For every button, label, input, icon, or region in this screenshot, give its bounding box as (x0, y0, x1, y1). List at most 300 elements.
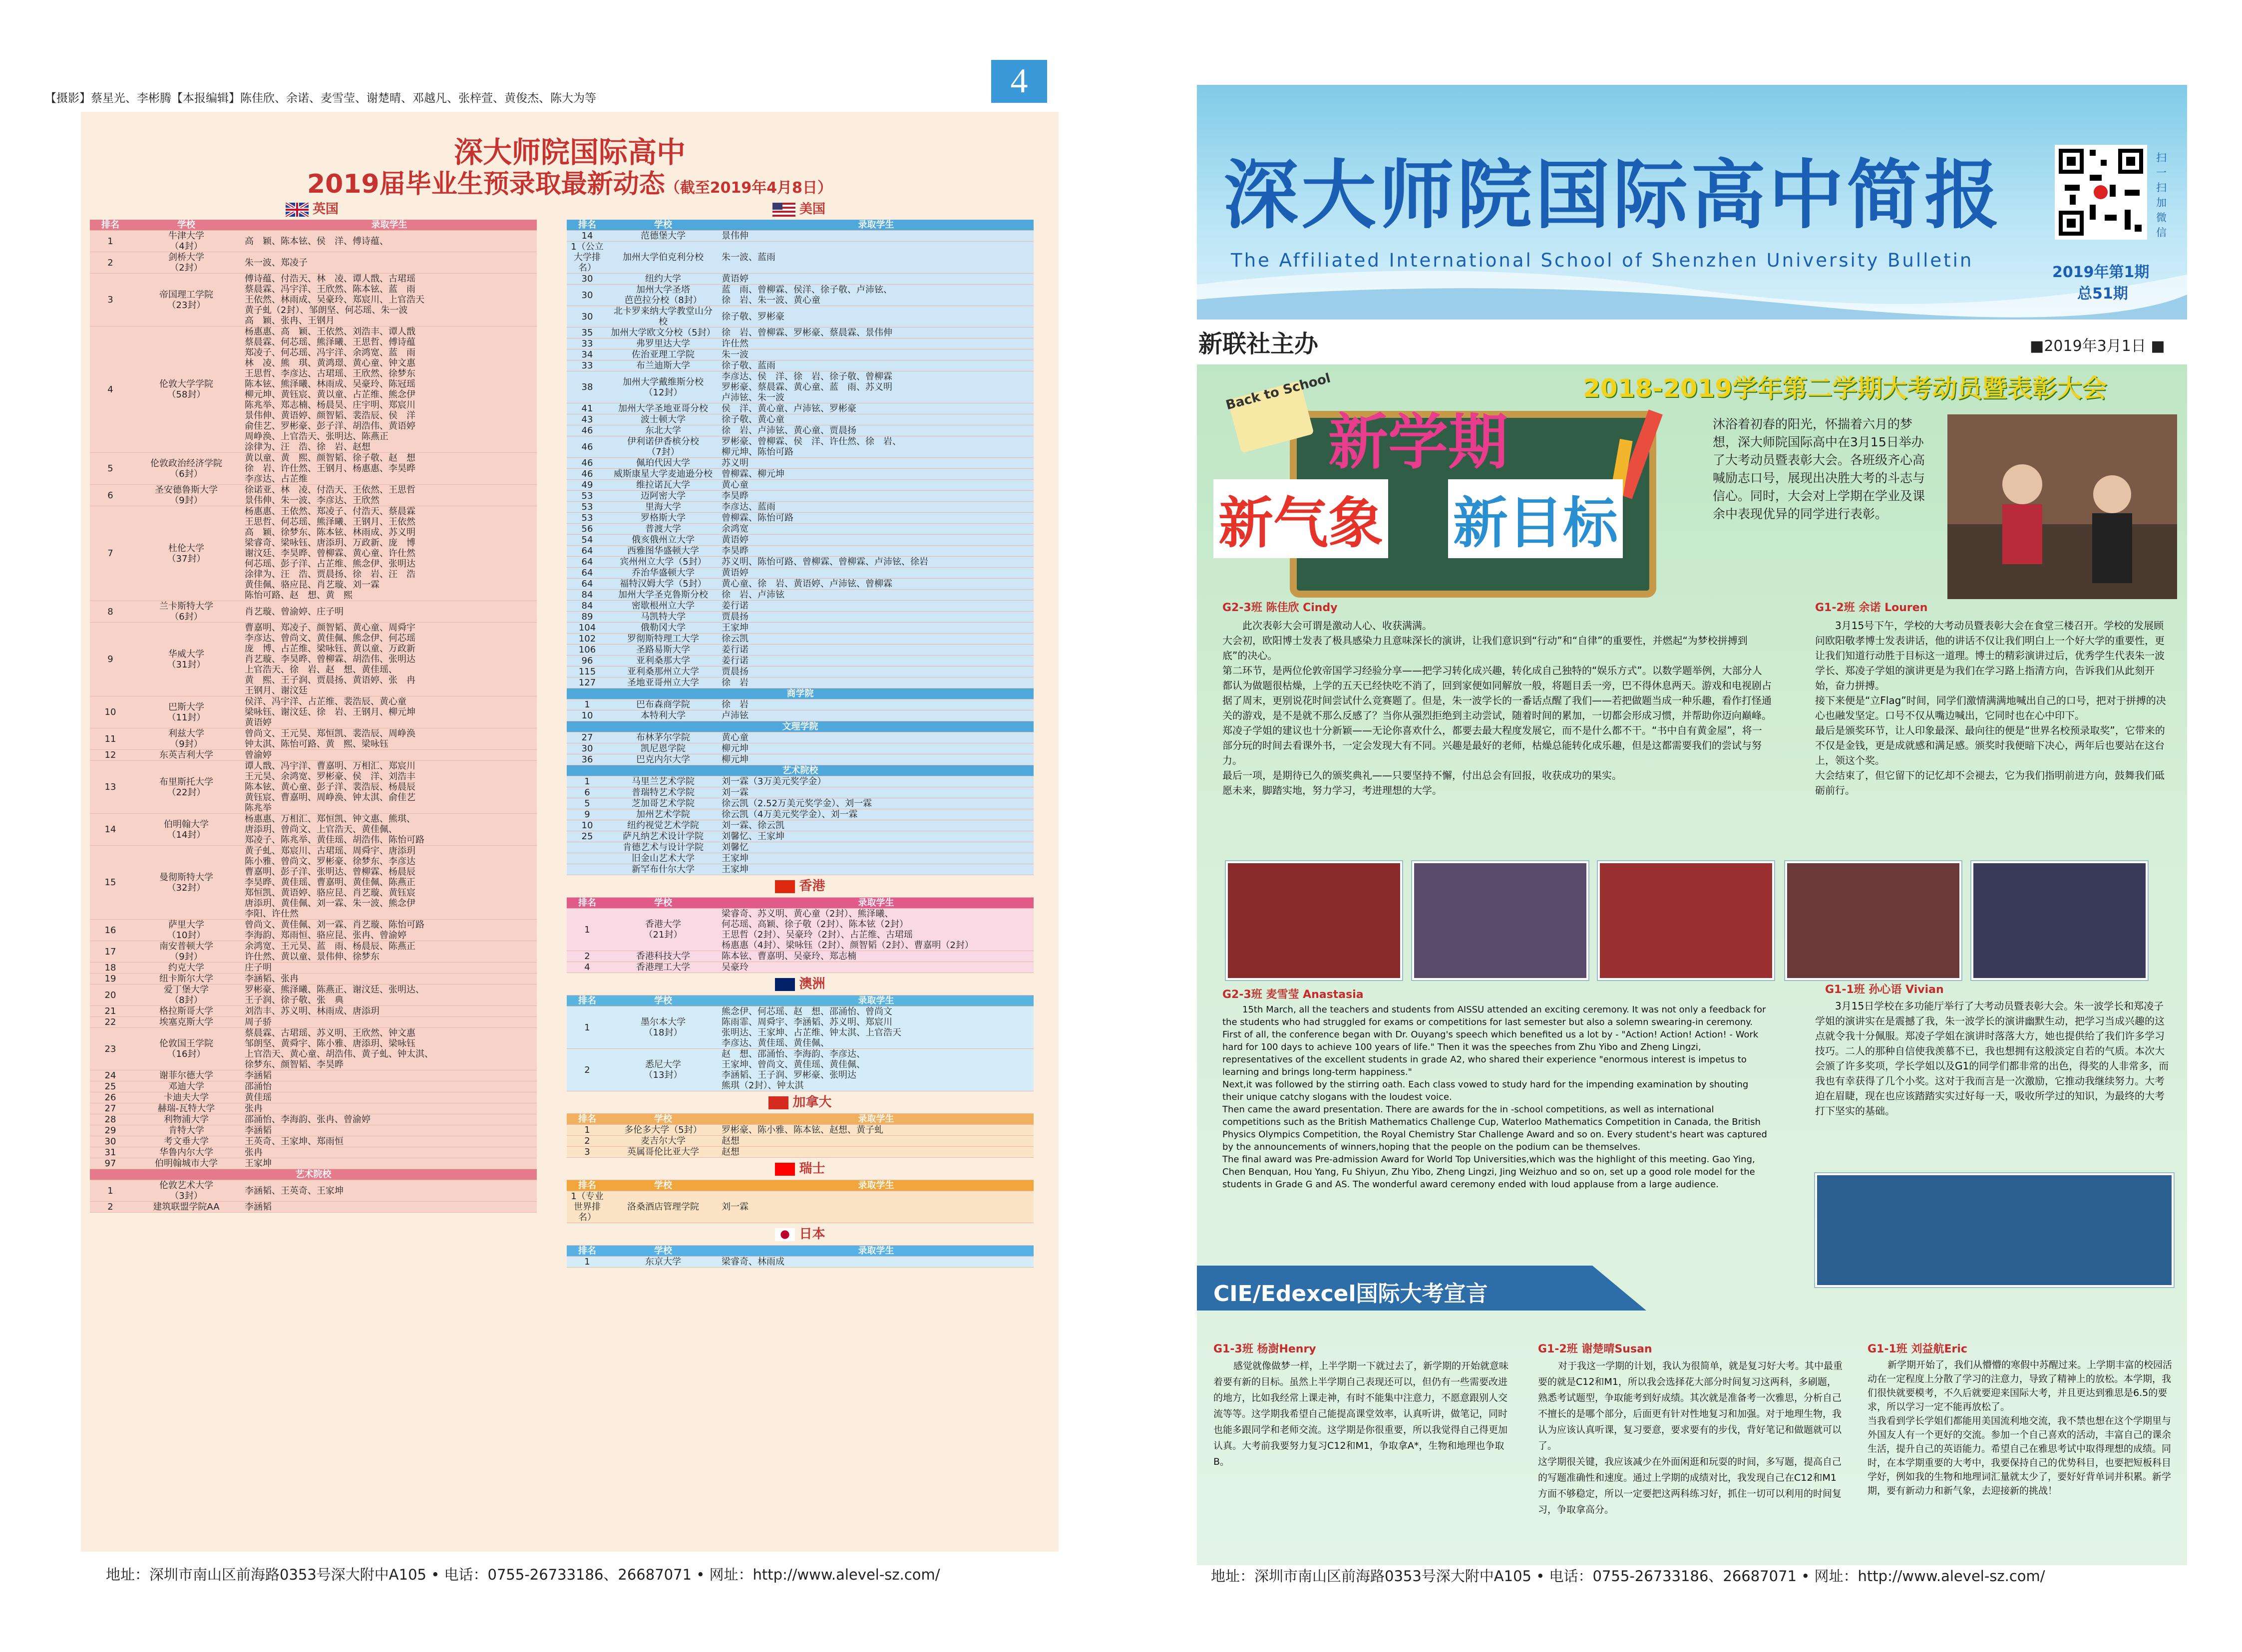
blackboard-line2a: 新气象 (1213, 479, 1388, 558)
uk-art-subsection-title: 艺术院校 (90, 1169, 537, 1180)
us-art-subsection-row (567, 765, 1034, 776)
school-cell: 纽约大学 (608, 274, 719, 285)
event-photo-4 (1785, 861, 1961, 980)
rank-cell: 2 (90, 1202, 131, 1213)
students-cell: 苏义明 (719, 458, 1034, 469)
school-cell: 肯德艺术与设计学院 (608, 842, 719, 853)
school-cell: 圣地亚哥州立大学 (608, 677, 719, 688)
rank-cell: 30 (567, 306, 608, 328)
students-cell: 景伟伸 (719, 231, 1034, 242)
school-cell: 凯尼恩学院 (608, 743, 719, 754)
us-table-row (567, 231, 1034, 242)
masthead-title: 深大师院国际高中简报 (1223, 151, 2003, 239)
students-cell: 庄子明 (242, 963, 537, 974)
school-cell: 格拉斯哥大学 (131, 1006, 242, 1017)
us-biz-subsection-title: 商学院 (567, 688, 1034, 699)
uk-table-row (90, 1006, 537, 1017)
rank-cell: 2 (567, 1049, 608, 1091)
rank-cell: 10 (567, 710, 608, 721)
uk-table-row (90, 252, 537, 274)
school-cell: 肯特大学 (131, 1125, 242, 1136)
school-cell: 亚利桑那大学 (608, 656, 719, 666)
declaration2-byline: G1-2班 谢楚晴Susan (1538, 1343, 1652, 1355)
jp-table-row (567, 1257, 1034, 1268)
ch-flag-icon (775, 1163, 795, 1176)
uk-table-row (90, 623, 537, 696)
school-cell: 福特汉姆大学（5封） (608, 579, 719, 590)
event-photo-6 (1815, 1173, 2174, 1287)
school-cell: 布林茅尔学院 (608, 732, 719, 743)
school-cell: 华威大学 （31封） (131, 623, 242, 696)
issue-date: ■2019年3月1日 ■ (2030, 337, 2165, 355)
us-biz-subsection-row (567, 688, 1034, 699)
rank-cell: 64 (567, 579, 608, 590)
uk-table-row (90, 601, 537, 623)
uk-art-table-row (90, 1202, 537, 1213)
rank-cell: 20 (90, 985, 131, 1006)
rank-cell: 1 (90, 1180, 131, 1202)
us-table-row (567, 557, 1034, 568)
event-title: 2018-2019学年第二学期大考动员暨表彰大会 (1583, 374, 2107, 403)
header-rank: 排名 (567, 1114, 608, 1125)
rank-cell: 30 (567, 743, 608, 754)
uk-flag-shape (286, 203, 309, 217)
issue-total: 总51期 (2077, 285, 2128, 303)
event-photo-1 (1226, 861, 1402, 980)
rank-cell: 4 (90, 327, 131, 453)
rank-cell: 1 (567, 776, 608, 787)
uk-table-row (90, 485, 537, 506)
rank-cell: 33 (567, 360, 608, 371)
us-lib-table-row (567, 754, 1034, 765)
students-cell: 高 颖、陈本铉、侯 洋、傅诗蕴、 (242, 231, 537, 252)
students-cell: 柳元坤 (719, 743, 1034, 754)
header-students: 录取学生 (719, 995, 1034, 1006)
students-cell: 曾渝婷 (242, 750, 537, 761)
students-cell: 李涵韬 (242, 1125, 537, 1136)
rank-cell: 84 (567, 590, 608, 601)
hk-table-row (567, 962, 1034, 973)
article3-body: 15th March, all the teachers and students from AISSU attended an exciting ceremony. It was not only a feedback for the students who had struggled for exams or competitions for last semester but also a solemn swearing-in ceremony. First of all, the conference began with Dr. Ouyang's speech which benefited us a lot by - "Action! Action! Action! - Work hard for 100 days to achieve 100 years of life." Then it was the speeches from Zhu Yibo and Zheng Lingzi, representatives of the excellent students in grade A2, who shared their experience "enormous interest is impetus to learning and brings long-term happiness." Next,it was followed by the stirring oath. Each class vowed to study hard for the impending examination by shouting their unique catchy slogans with the loudest voice. Then came the award presentation. There are awards for the in -school competitions, as well as international competitions such as the British Mathematics Challenge Cup, Waterloo Mathematics Competition in Canada, the British Physics Olympics Competition, the Royal Chemistry Star Challenge Award and so on. Every student's heart was captured by the announcements of winners,hoping that the people on the podium can be themselves. The final award was Pre-admission Award for World Top Universities,which was the highlight of this meeting. Gao Ying, Chen Benquan, Hou Yang, Fu Shiyun, Zhu Yibo, Zheng Lingzi, Jing Weizhuo and so on, set up a good role model for the students in Grade G and AS. The wonderful award ceremony ended with loud applause from a large audience. (1222, 1004, 1767, 1190)
rank-cell: 1 (567, 1257, 608, 1268)
header-school: 学校 (608, 1246, 719, 1257)
us-table-row (567, 328, 1034, 338)
ca-table-row (567, 1125, 1034, 1136)
school-cell: 维拉诺瓦大学 (608, 480, 719, 491)
ca-country-row (567, 1091, 1034, 1114)
school-cell: 加州大学圣地亚哥分校 (608, 403, 719, 414)
rank-cell: 104 (567, 623, 608, 634)
school-cell: 普渡大学 (608, 524, 719, 535)
ca-country-name: 加拿大 (792, 1095, 832, 1110)
students-cell: 柳元坤 (719, 754, 1034, 765)
school-cell: 马里兰艺术学院 (608, 776, 719, 787)
school-cell: 纽卡斯尔大学 (131, 974, 242, 985)
uk-table-row (90, 696, 537, 728)
hk-flag-icon (775, 880, 795, 893)
us-table-row (567, 242, 1034, 274)
rank-cell: 23 (90, 1028, 131, 1070)
us-table-row (567, 666, 1034, 677)
rank-cell: 1 (567, 1006, 608, 1049)
rank-cell: 25 (90, 1081, 131, 1092)
rank-cell: 14 (90, 814, 131, 846)
school-cell: 洛桑酒店管理学院 (608, 1191, 719, 1223)
rank-cell: 30 (567, 274, 608, 285)
ca-flag-icon (768, 1096, 788, 1109)
school-cell: 本特利大学 (608, 710, 719, 721)
school-cell: 加州大学戴维斯分校 （12封） (608, 371, 719, 403)
students-cell: 赵想 (719, 1136, 1034, 1147)
header-students: 录取学生 (719, 1180, 1034, 1191)
rank-cell: 64 (567, 568, 608, 579)
rank-cell: 1（专业世界排名） (567, 1191, 608, 1223)
uk-table-row (90, 1136, 537, 1147)
school-cell: 俄亥俄州立大学 (608, 535, 719, 546)
us-table-row (567, 513, 1034, 524)
school-cell: 利兹大学 （9封） (131, 728, 242, 750)
rank-cell: 53 (567, 513, 608, 524)
us-table-row (567, 360, 1034, 371)
admissions-title (81, 163, 1059, 200)
blackboard-line2b: 新目标 (1448, 479, 1623, 558)
students-cell: 曹嘉明、郑凌子、颜智韬、黄心童、周舜宇 李彦达、曾尚文、黄佳佩、熊念伊、何芯瑶 庞 博、占芷维、梁咏钰、黄以童、万政新 肖艺璇、李昊晔、曾柳霖、胡浩伟、张明达 上官浩天、徐 岩、赵 想、黄佳瑶、 黄 熙、王子润、贾晨扬、黄语婷、张 冉 王钢月、谢汶廷 (242, 623, 537, 696)
au-country-row (567, 973, 1034, 995)
students-cell: 徐云凯（4万美元奖学金）、刘一霖 (719, 809, 1034, 820)
us-table-row (567, 458, 1034, 469)
school-cell: 马凯特大学 (608, 612, 719, 623)
students-cell: 朱一波、蓝雨 (719, 242, 1034, 274)
students-cell: 侯洋、冯宇洋、占芷维、裴浩辰、黄心童 梁咏钰、谢汶廷、徐 岩、王钢月、柳元坤 黄语婷 (242, 696, 537, 728)
students-cell: 黄语婷 (719, 274, 1034, 285)
students-cell: 李涵韬 (242, 1070, 537, 1081)
left-footer: 地址：深圳市南山区前海路0353号深大附中A105 • 电话：0755-26733186、26687071 • 网址：http://www.alevel-sz.com/ (106, 1566, 940, 1583)
students-cell: 苏义明、陈怡可路、曾柳霖、曾柳霖、卢沛铉、徐岩 (719, 557, 1034, 568)
us-table-row (567, 349, 1034, 360)
rank-cell: 41 (567, 403, 608, 414)
rank-cell: 31 (90, 1147, 131, 1158)
students-cell: 许仕然 (719, 338, 1034, 349)
rank-cell: 127 (567, 677, 608, 688)
qr-caption: 扫一扫 加微信 (2156, 152, 2167, 239)
school-cell: 佩珀代因大学 (608, 458, 719, 469)
school-cell: 兰卡斯特大学 （6封） (131, 601, 242, 623)
school-cell: 香港理工大学 (608, 962, 719, 973)
school-cell: 赫瑞-瓦特大学 (131, 1103, 242, 1114)
uk-flag-icon (286, 203, 309, 217)
uk-table-row (90, 846, 537, 920)
jp-flag-icon (775, 1228, 795, 1241)
rank-cell: 9 (90, 623, 131, 696)
rank-cell: 96 (567, 656, 608, 666)
declaration1-byline: G1-3班 杨澍Henry (1213, 1343, 1316, 1355)
school-cell: 帝国理工学院 （23封） (131, 274, 242, 327)
us-table-row (567, 546, 1034, 557)
rank-cell (567, 864, 608, 875)
school-cell: 旧金山艺术大学 (608, 853, 719, 864)
uk-table-row (90, 1158, 537, 1169)
ch-country-name: 瑞士 (799, 1161, 825, 1176)
uk-art-subsection-row (90, 1169, 537, 1180)
school-cell: 巴布森商学院 (608, 699, 719, 710)
uk-table-row (90, 1103, 537, 1114)
school-cell: 爱丁堡大学 （8封） (131, 985, 242, 1006)
school-cell: 东北大学 (608, 425, 719, 436)
students-cell: 姜行诺 (719, 656, 1034, 666)
rank-cell: 13 (90, 761, 131, 814)
uk-table-row (90, 1028, 537, 1070)
rank-cell: 36 (567, 754, 608, 765)
header-rank: 排名 (567, 995, 608, 1006)
school-cell: 纽约视觉艺术学院 (608, 820, 719, 831)
students-cell: 曾尚文、黄佳佩、刘一霖、肖艺璇、陈怡可路 李海韵、郑雨恒、骆应昆、张冉、曾渝婷 (242, 920, 537, 941)
rank-cell: 33 (567, 338, 608, 349)
students-cell: 刘一霖 (719, 1191, 1034, 1223)
us-lib-table-row (567, 732, 1034, 743)
students-cell: 徐云凯（2.52万美元奖学金）、刘一霖 (719, 798, 1034, 809)
rank-cell: 56 (567, 524, 608, 535)
ca-table-row (567, 1136, 1034, 1147)
rank-cell: 1（公立大学排名） (567, 242, 608, 274)
school-cell: 伯明翰大学 （14封） (131, 814, 242, 846)
header-school: 学校 (608, 1180, 719, 1191)
rank-cell: 35 (567, 328, 608, 338)
ca-table-row (567, 1147, 1034, 1158)
header-rank: 排名 (567, 1180, 608, 1191)
us-biz-table-row (567, 699, 1034, 710)
school-cell: 加州艺术学院 (608, 809, 719, 820)
uk-table-row (90, 941, 537, 963)
rank-cell: 54 (567, 535, 608, 546)
rank-cell: 30 (90, 1136, 131, 1147)
students-cell: 黄心童、徐 岩、黄语婷、卢沛铉、曾柳霖 (719, 579, 1034, 590)
students-cell: 李涵韬 (242, 1202, 537, 1213)
school-cell: 萨凡纳艺术设计学院 (608, 831, 719, 842)
uk-table-row (90, 231, 537, 252)
school-cell: 悉尼大学 （13封） (608, 1049, 719, 1091)
article2-body: 3月15号下午，学校的大考动员暨表彰大会在食堂三楼召开。学校的发展顾问欧阳敬孝博士发表讲话，他的讲话不仅让我们明白上一个好大学的重要性，更让我们知道行动胜于目标这一道理。博士的精彩演讲过后，优秀学生代表朱一波学长、郑凌子学姐的演讲更是为我们在学习路上指清方向，告诉我们从此刻开始，奋力拼搏。 接下来便是“立Flag”时间，同学们激情满满地喊出自己的口号，把对于拼搏的决心也融发坚定。口号不仅从嘴边喊出，它同时也在心中印下。 最后是颁奖环节，让人印象最深、最向往的便是“世界名校预录取奖”，它带来的不仅是金钱，更是成就感和满足感。颁奖时我便暗下决心，两年后也要站在这台上，领这个奖。 大会结束了，但它留下的记忆却不会褪去，它为我们指明前进方向，鼓舞我们砥砺前行。 (1815, 620, 2166, 796)
uk-table-header (90, 220, 537, 231)
us-table-row (567, 645, 1034, 656)
credits-line: 【摄影】蔡星光、李彬腾【本报编辑】陈佳欣、余诺、麦雪莹、谢楚晴、邓越凡、张梓萱、黄俊杰、陈大为等 (45, 92, 596, 105)
header-students: 录取学生 (719, 1114, 1034, 1125)
students-cell: 张冉 (242, 1147, 537, 1158)
students-cell: 刘一霖 (719, 787, 1034, 798)
students-cell: 徐子敬、蓝雨 (719, 360, 1034, 371)
us-table-row (567, 306, 1034, 328)
sponsor-label: 新联社主办 (1198, 330, 1319, 358)
rank-cell: 53 (567, 491, 608, 502)
us-art-table-row (567, 853, 1034, 864)
students-cell: 李涵韬、张冉 (242, 974, 537, 985)
school-cell: 剑桥大学 （2封） (131, 252, 242, 274)
qr-code-icon (2055, 145, 2147, 240)
us-table-row (567, 612, 1034, 623)
school-cell: 英属哥伦比亚大学 (608, 1147, 719, 1158)
au-flag-icon (775, 978, 795, 991)
school-cell: 东京大学 (608, 1257, 719, 1268)
students-cell: 黄语婷 (719, 535, 1034, 546)
au-country-name: 澳洲 (799, 977, 825, 991)
school-cell: 麦吉尔大学 (608, 1136, 719, 1147)
hk-country-row (567, 875, 1034, 898)
rank-cell: 14 (567, 231, 608, 242)
students-cell: 李涵韬、王英奇、王家坤 (242, 1180, 537, 1202)
rank-cell: 3 (567, 1147, 608, 1158)
header-school: 学校 (131, 220, 242, 231)
issue-number: 2019年第1期 (2052, 264, 2150, 281)
students-cell: 梁睿奇、苏义明、黄心童（2封）、熊泽曦、 何芯瑶、高颖、徐子敬（2封）、陈本铉（2封） 王思哲（2封）、吴豪玲（2封）、占芷维、古珺瑶 杨惠惠（4封）、梁咏钰（2封）、颜智韬（2封）、曹嘉明（2封） (719, 909, 1034, 951)
school-cell: 普瑞特艺术学院 (608, 787, 719, 798)
rank-cell: 4 (567, 962, 608, 973)
uk-table-row (90, 750, 537, 761)
students-cell: 朱一波 (719, 349, 1034, 360)
declaration1-body: 感觉就像做梦一样，上半学期一下就过去了，新学期的开始就意味着要有新的目标。虽然上半学期自己表现还可以，但仍有一些需要改进的地方，比如我经常上课走神，有时不能集中注意力，不愿意跟别人交流等等。这学期我希望自己能提高课堂效率，认真听讲，做笔记，同时也能多跟同学和老师交流。这学期是你很重要，所以我觉得自己得更加认真。大考前我要努力复习C12和M1，争取拿A*，生物和地理也争取B。 (1213, 1360, 1509, 1467)
school-cell: 俄勒冈大学 (608, 623, 719, 634)
rank-cell: 21 (90, 1006, 131, 1017)
rank-cell: 46 (567, 458, 608, 469)
students-cell: 贾晨扬 (719, 666, 1034, 677)
school-cell: 建筑联盟学院AA (131, 1202, 242, 1213)
rank-cell: 11 (90, 728, 131, 750)
us-table-row (567, 535, 1034, 546)
rank-cell: 64 (567, 546, 608, 557)
school-cell: 宾州州立大学（5封） (608, 557, 719, 568)
us-section-title (567, 199, 1031, 217)
us-table-row (567, 425, 1034, 436)
rank-cell: 84 (567, 601, 608, 612)
declaration3-body: 新学期开始了，我们从懵懵的寒假中苏醒过来。上学期丰富的校园活动在一定程度上分散了学习的注意力，导致了精神上的放松。本学期，我们很快就要模考，不久后就要迎来国际大考，并且更达到雅思是6.5的要求，所以学习一定不能再放松了。 当我看到学长学姐们都能用美国流利地交流，我不禁也想在这个学期里与外国友人有一个更好的交流。参加一个自己喜欢的活动，丰富自己的课余生活，提升自己的英语能力。希望自己在雅思考试中取得理想的成绩。同时，在本学期重要的大考中，我要保持自己的优势科目，也要把短板科目学好，例如我的生物和地理词汇量就太少了，要好好背单词并积累。新学期，要有新动力和新气象，去迎接新的挑战！ (1868, 1359, 2173, 1496)
hk-table-row (567, 951, 1034, 962)
students-cell: 熊念伊、何芯瑶、赵 想、邵涌怡、曾尚文 陈雨霏、周舜宇、李涵韬、苏义明、郑宸川 张明达、王家坤、占芷维、钟太淇、上官浩天 李彦达、黄佳瑶、黄佳佩、 (719, 1006, 1034, 1049)
school-cell: 伦敦艺术大学 （3封） (131, 1180, 242, 1202)
uk-table-row (90, 985, 537, 1006)
us-art-table-row (567, 820, 1034, 831)
students-cell: 罗彬豪、熊泽曦、陈燕正、谢汶廷、张明达、 王子润、徐子敬、张 典 (242, 985, 537, 1006)
header-students: 录取学生 (719, 1246, 1034, 1257)
school-cell: 圣路易斯大学 (608, 645, 719, 656)
students-cell: 刘馨忆 (719, 842, 1034, 853)
rank-cell: 29 (90, 1125, 131, 1136)
uk-table-row (90, 1147, 537, 1158)
us-table-row (567, 491, 1034, 502)
us-art-table-row (567, 787, 1034, 798)
students-cell: 侯 洋、黄心童、卢沛铉、罗彬豪 (719, 403, 1034, 414)
declaration3-byline: G1-1班 刘益航Eric (1868, 1343, 1967, 1355)
uk-section-title (90, 199, 534, 217)
students-cell: 姜行诺 (719, 601, 1034, 612)
speaker-photo (1947, 414, 2177, 599)
admissions-title-main: 2019届毕业生预录取最新动态 (307, 169, 665, 199)
school-cell: 利物浦大学 (131, 1114, 242, 1125)
uk-table-row (90, 274, 537, 327)
students-cell: 王家坤 (719, 853, 1034, 864)
us-table-row (567, 338, 1034, 349)
students-cell: 蔡晨霖、古珺瑶、苏义明、王欣然、钟文惠 邹朗坚、黄舜宇、陈小雅、唐添玥、梁咏钰 上官浩天、黄心童、胡浩伟、黄子虬、钟太淇、 徐梦东、颜智韬、李昊晔 (242, 1028, 537, 1070)
students-cell: 傅诗蕴、付浩天、林 凌、谭人戬、古珺瑶 蔡晨霖、冯宇洋、王欣然、陈本铉、蓝 雨 王依然、林雨成、吴豪玲、郑宸川、上官浩天 黄子虬（2封）、邹朗坚、何芯瑶、朱一波 高 颖、张冉、王钢月 (242, 274, 537, 327)
speaker-photo-shape (1947, 414, 2177, 599)
school-cell: 伦敦国王学院 （16封） (131, 1028, 242, 1070)
students-cell: 黄心童 (719, 480, 1034, 491)
rank-cell: 8 (90, 601, 131, 623)
rank-cell: 24 (90, 1070, 131, 1081)
school-cell: 布兰迪斯大学 (608, 360, 719, 371)
rank-cell: 2 (567, 1136, 608, 1147)
school-cell: 西雅图华盛顿大学 (608, 546, 719, 557)
school-cell: 埃塞克斯大学 (131, 1017, 242, 1028)
students-cell: 刘浩丰、苏义明、林雨成、唐添玥 (242, 1006, 537, 1017)
header-students: 录取学生 (719, 898, 1034, 909)
rank-cell: 89 (567, 612, 608, 623)
school-cell: 邓迪大学 (131, 1081, 242, 1092)
students-cell: 杨惠惠、王依然、郑凌子、付浩天、蔡晨霖 王思哲、何芯瑶、熊泽曦、王钢月、王依然 高 颖、徐梦东、陈本铉、林雨成、苏义明 梁睿奇、梁咏钰、唐添玥、万政新、庞 博 谢汶廷、李昊晔、曾柳霖、黄心童、许仕然 何芯瑶、彭子洋、占芷维、熊念伊、张明达 涂律为、汪 浩、贾晨扬、徐 岩、汪 浩 黄佳佩、骆应昆、肖艺璇、刘一霖 陈怡可路、赵 想、黄 熙 (242, 506, 537, 601)
school-cell: 加州大学圣克鲁斯分校 (608, 590, 719, 601)
us-art-table-row (567, 798, 1034, 809)
rank-cell: 7 (90, 506, 131, 601)
header-rank: 排名 (567, 898, 608, 909)
jp-country-row (567, 1223, 1034, 1246)
rank-cell: 106 (567, 645, 608, 656)
us-table-header (567, 220, 1034, 231)
article1-body: 此次表彰大会可谓是激动人心、收获满满。 大会初，欧阳博士发表了极具感染力且意味深长的演讲，让我们意识到“行动”和“自律”的重要性，并燃起“为梦校拼搏到底”的决心。 第二环节，是两位伦敦帝国学习经验分享——把学习转化成兴趣，转化成自己独特的“娱乐方式”。以数学题举例，大部分人都认为做题很枯燥，上学的五天已经快吃不消了，回到家便如同解放一般，将题目丢一旁，巴不得休息两天。游戏和电视剧占据了周末，更别说花时间尝试什么竞赛题了。但是，朱一波学长的一番话点醒了我们——若把做题当成一种乐趣，看作打怪通关的游戏，是不是就不那么反感了？当你从强烈拒绝到主动尝试，随着时间的累加，一切都会形成习惯，并帮助你迈向巅峰。郑凌子学姐的建议也十分新颖——无论你喜欢什么，都要去最大程度发展它，而不是什么都不干。“书中自有黄金屋”，将一部分玩的时间去看课外书，一定会发现大有不同。兴趣是最好的老师，枯燥总能转化成乐趣，但是这都需要我们的尝试与努力。 最后一项，是期待已久的颁奖典礼——只要坚持不懈，付出总会有回报，收获成功的果实。 愿未来，脚踏实地，努力学习，考进理想的大学。 (1222, 620, 1772, 796)
students-cell: 王家坤 (242, 1158, 537, 1169)
article2-byline: G1-2班 余诺 Louren (1815, 602, 1928, 614)
ch-table-row (567, 1191, 1034, 1223)
us-art-table-row (567, 831, 1034, 842)
header-students: 录取学生 (719, 220, 1034, 231)
event-photo-3 (1598, 861, 1774, 980)
us-flag-shape (772, 203, 795, 217)
us-table-row (567, 403, 1034, 414)
school-cell: 伦敦政治经济学院 （6封） (131, 453, 242, 485)
school-cell: 罗格斯大学 (608, 513, 719, 524)
rank-cell: 19 (90, 974, 131, 985)
school-cell: 加州大学欧文分校（5封） (608, 328, 719, 338)
school-cell: 萨里大学 （10封） (131, 920, 242, 941)
school-cell: 牛津大学 （4封） (131, 231, 242, 252)
us-table-row (567, 274, 1034, 285)
school-cell: 曼彻斯特大学 （32封） (131, 846, 242, 920)
us-admissions-table (567, 220, 1034, 1268)
students-cell: 李彦达、蓝雨 (719, 502, 1034, 513)
students-cell: 赵 想、邵涌怡、李海韵、李彦达、 王家坤、曾尚文、黄佳瑶、黄佳佩、 李涵韬、王子润、罗彬豪、张明达 熊琪（2封）、钟太淇 (719, 1049, 1034, 1091)
header-school: 学校 (608, 1114, 719, 1125)
au-table-row (567, 1049, 1034, 1091)
students-cell: 肖艺璇、曾渝婷、庄子明 (242, 601, 537, 623)
students-cell: 陈本铉、曹嘉明、吴豪玲、郑志楠 (719, 951, 1034, 962)
uk-table-row (90, 1114, 537, 1125)
page-number: 4 (991, 60, 1047, 103)
article1-byline: G2-3班 陈佳欣 Cindy (1222, 602, 1338, 614)
rank-cell: 53 (567, 502, 608, 513)
rank-cell: 25 (567, 831, 608, 842)
rank-cell: 64 (567, 557, 608, 568)
us-lib-subsection-title: 文理学院 (567, 721, 1034, 732)
blackboard-tag: Back to School (1224, 370, 1332, 413)
us-biz-table-row (567, 710, 1034, 721)
header-rank: 排名 (90, 220, 131, 231)
event-photo-5 (1971, 861, 2148, 980)
school-cell: 伦敦大学学院 （58封） (131, 327, 242, 453)
students-cell: 周子骄 (242, 1017, 537, 1028)
school-cell: 罗彻斯特理工大学 (608, 634, 719, 645)
rank-cell: 2 (567, 951, 608, 962)
uk-admissions-table (90, 220, 537, 1213)
rank-cell: 1 (567, 1125, 608, 1136)
uk-table-row (90, 327, 537, 453)
right-footer: 地址：深圳市南山区前海路0353号深大附中A105 • 电话：0755-26733186、26687071 • 网址：http://www.alevel-sz.com/ (1211, 1568, 2045, 1585)
students-cell: 徐诺亚、林 凌、付浩天、王依然、王思哲 景伟伸、朱一波、李彦达、王欣然 (242, 485, 537, 506)
